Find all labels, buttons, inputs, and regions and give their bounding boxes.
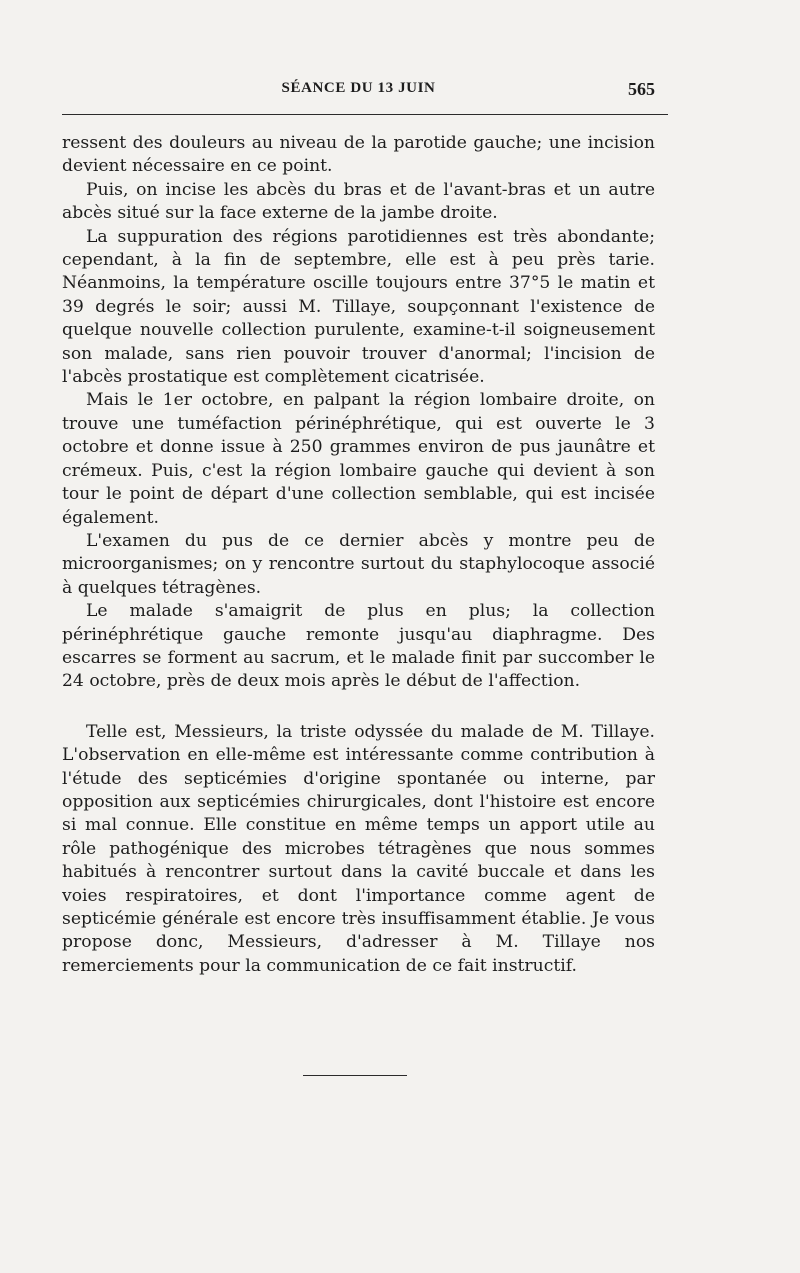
paragraph: La suppuration des régions parotidiennes est très abondante; cependant, à la fin de septembre, elle est à peu près tarie. Néanmoins, la température oscille toujours entre 37°5 le matin et 39 degrés le soir; aussi M. Tillaye, soupçonnant l'existence de quelque nouvelle collection purulente, examine-t-il soigneusement son malade, sans rien pouvoir trouver d'anormal; l'incision de l'abcès prostatique est complètement cicatrisée. <box>62 226 655 388</box>
closing-paragraph: Telle est, Messieurs, la triste odyssée du malade de M. Tillaye. L'observation en elle-même est intéressante comme contribution à l'étude des septicémies d'origine spontanée ou interne, par opposition aux septicémies chirurgicales, dont l'histoire est encore si mal connue. Elle constitue en même temps un apport utile au rôle pathogénique des microbes tétragènes que nous sommes habitués à rencontrer surtout dans la cavité buccale et dans les voies respiratoires, et dont l'importance comme agent de septicémie générale est encore très insuffisamment établie. Je vous propose donc, Messieurs, d'adresser à M. Tillaye nos remerciements pour la communication de ce fait instructif. <box>62 721 655 976</box>
paragraph: ressent des douleurs au niveau de la parotide gauche; une incision devient nécessaire en ce point. <box>62 133 655 177</box>
page-number: 565 <box>628 79 655 99</box>
paragraph: Le malade s'amaigrit de plus en plus; la collection périnéphrétique gauche remonte jusqu'au diaphragme. Des escarres se forment au sacrum, et le malade finit par succomber le 24 octobre, près de deux mois après le début de l'affection. <box>62 601 655 692</box>
running-title: SÉANCE DU 13 JUIN <box>281 80 436 96</box>
body-text <box>62 132 655 978</box>
paragraph: Puis, on incise les abcès du bras et de l'avant-bras et un autre abcès situé sur la face externe de la jambe droite. <box>62 179 655 224</box>
closing-rule <box>303 1075 407 1076</box>
header-rule <box>62 114 668 115</box>
running-head <box>62 76 655 98</box>
paragraph: L'examen du pus de ce dernier abcès y montre peu de microorganismes; on y rencontre surtout du staphylocoque associé à quelques tétragènes. <box>62 530 655 598</box>
paragraph: Mais le 1er octobre, en palpant la région lombaire droite, on trouve une tuméfaction périnéphrétique, qui est ouverte le 3 octobre et donne issue à 250 grammes environ de pus jaunâtre et crémeux. Puis, c'est la région lombaire gauche qui devient à son tour le point de départ d'une collection semblable, qui est incisée également. <box>62 390 655 528</box>
